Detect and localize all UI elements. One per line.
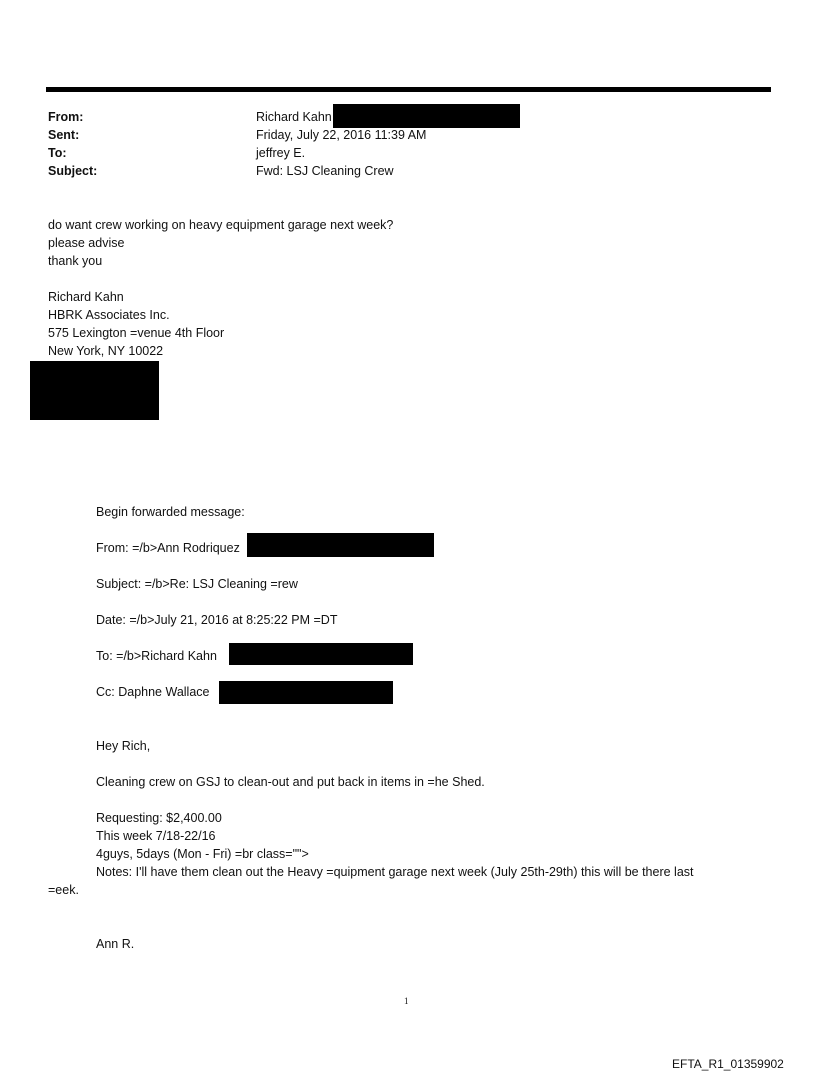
- forwarded-signoff: Ann R.: [96, 937, 135, 951]
- forwarded-to: To: =/b>Richard Kahn: [96, 649, 217, 663]
- forwarded-guys: 4guys, 5days (Mon - Fri) =br class="">: [96, 847, 309, 861]
- forwarded-notes: Notes: I'll have them clean out the Heavy =quipment garage next week (July 25th-29th) this will be there last: [96, 865, 694, 879]
- to-label: To:: [48, 146, 67, 160]
- redaction-from-email: [333, 104, 520, 128]
- body-line-1: do want crew working on heavy equipment garage next week?: [48, 218, 394, 232]
- page-number: 1: [404, 996, 409, 1006]
- body-line-2: please advise: [48, 236, 125, 250]
- forwarded-subject: Subject: =/b>Re: LSJ Cleaning =rew: [96, 577, 298, 591]
- signature-address: 575 Lexington =venue 4th Floor: [48, 326, 225, 340]
- document-id: EFTA_R1_01359902: [672, 1057, 784, 1071]
- redaction-forwarded-cc: [219, 681, 393, 704]
- forwarded-this-week: This week 7/18-22/16: [96, 829, 216, 843]
- sent-label: Sent:: [48, 128, 80, 142]
- forwarded-line-1: Cleaning crew on GSJ to clean-out and put back in items in =he Shed.: [96, 775, 485, 789]
- forwarded-from: From: =/b>Ann Rodriquez: [96, 541, 240, 555]
- redaction-signature-block: [30, 361, 159, 420]
- subject-label: Subject:: [48, 164, 98, 178]
- signature-city: New York, NY 10022: [48, 344, 164, 358]
- forwarded-requesting: Requesting: $2,400.00: [96, 811, 222, 825]
- from-label: From:: [48, 110, 84, 124]
- forwarded-greeting: Hey Rich,: [96, 739, 151, 753]
- to-value: jeffrey E.: [256, 146, 306, 160]
- forwarded-date: Date: =/b>July 21, 2016 at 8:25:22 PM =DT: [96, 613, 338, 627]
- signature-company: HBRK Associates Inc.: [48, 308, 170, 322]
- subject-value: Fwd: LSJ Cleaning Crew: [256, 164, 394, 178]
- forwarded-notes-wrap: =eek.: [48, 883, 79, 897]
- redaction-forwarded-to: [229, 643, 413, 665]
- forwarded-cc: Cc: Daphne Wallace: [96, 685, 210, 699]
- signature-name: Richard Kahn: [48, 290, 124, 304]
- body-line-3: thank you: [48, 254, 103, 268]
- header-rule: [46, 87, 771, 92]
- sent-value: Friday, July 22, 2016 11:39 AM: [256, 128, 427, 142]
- from-value: Richard Kahn: [256, 110, 332, 124]
- redaction-forwarded-from: [247, 533, 434, 557]
- forwarded-intro: Begin forwarded message:: [96, 505, 245, 519]
